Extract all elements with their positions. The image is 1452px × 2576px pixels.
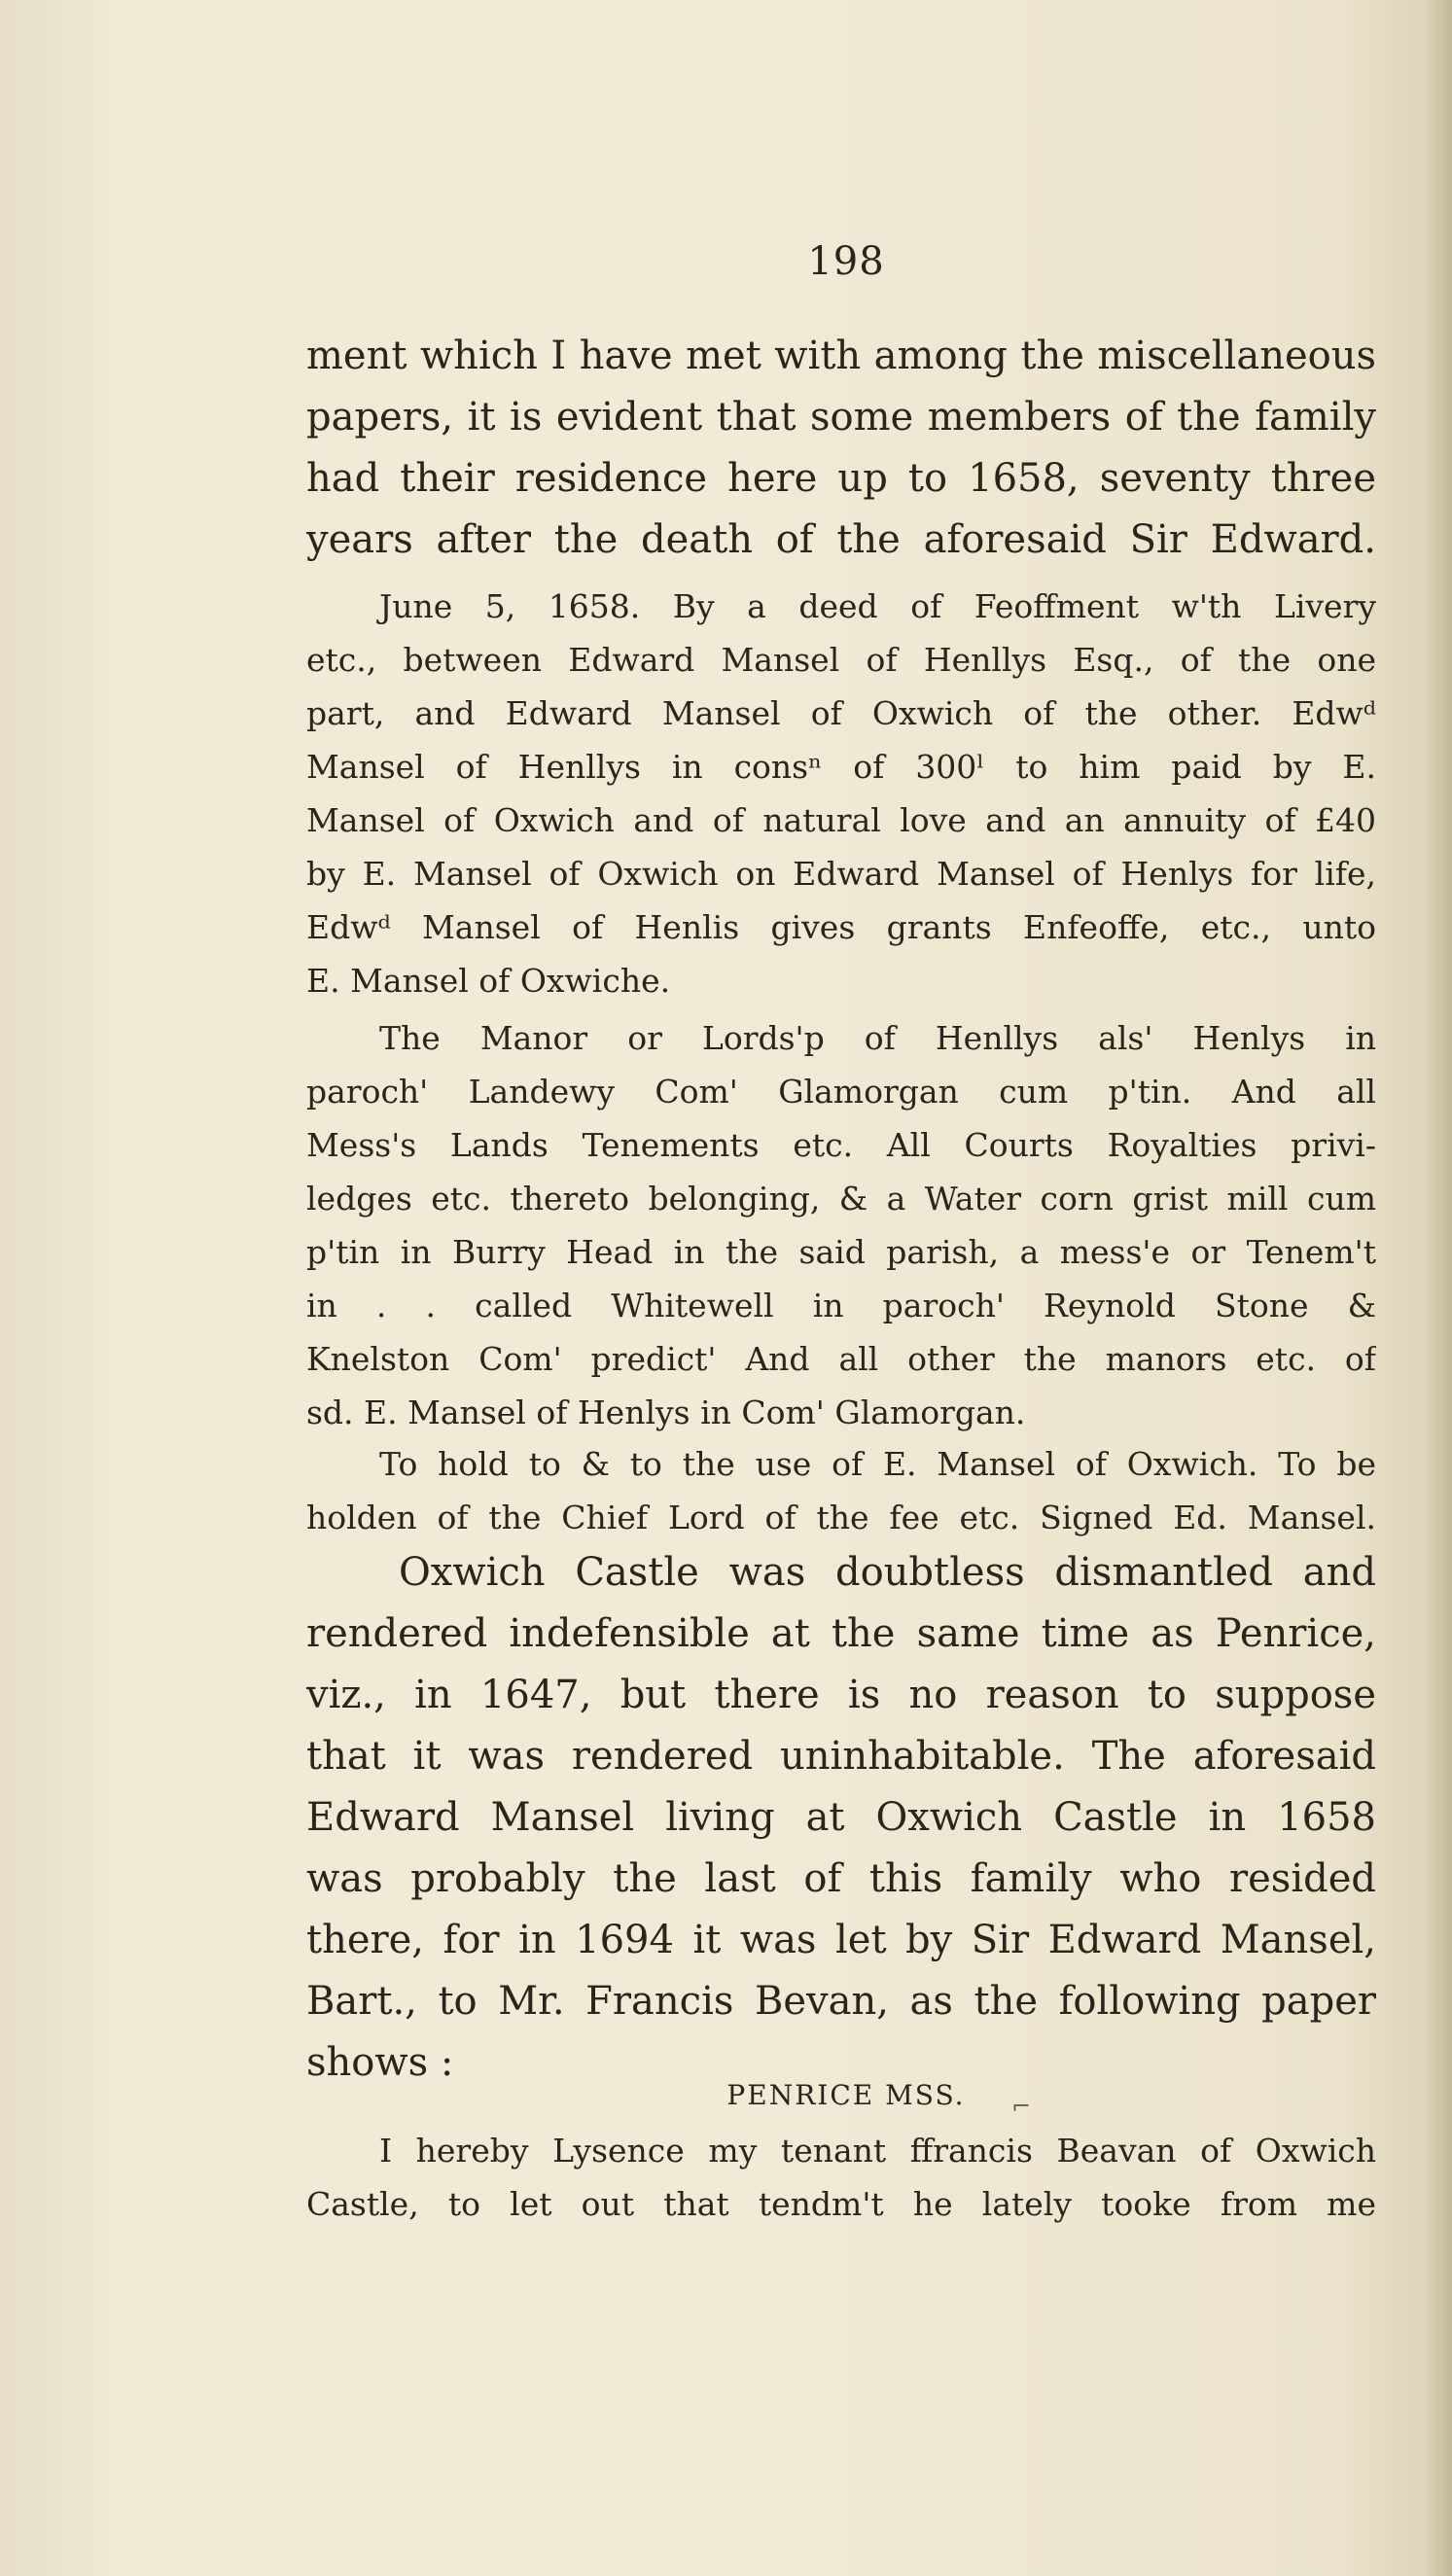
text-line: viz., in 1647, but there is no reason to suppose: [306, 1673, 1376, 1717]
deed-paragraph-3: [306, 1437, 1376, 1544]
text-line: sd. E. Mansel of Henlys in Com' Glamorgan.: [306, 1394, 1026, 1431]
text-line: had their residence here up to 1658, seventy three: [306, 456, 1376, 501]
text-line: Edward Mansel living at Oxwich Castle in 1658: [306, 1795, 1376, 1840]
paragraph-oxwich-castle: [306, 1542, 1376, 2094]
text-line: by E. Mansel of Oxwich on Edward Mansel of Henlys for life,: [306, 855, 1376, 893]
page-number: 198: [807, 239, 885, 284]
text-line: that it was rendered uninhabitable. The aforesaid: [306, 1734, 1376, 1779]
text-line: ledges etc. thereto belonging, & a Water corn grist mill cum: [306, 1180, 1376, 1217]
letter-paragraph: [306, 2124, 1376, 2231]
page-edge-shadow: [1425, 0, 1452, 2576]
text-line: I hereby Lysence my tenant ffrancis Beavan of Oxwich: [379, 2132, 1376, 2170]
text-line: was probably the last of this family who resided: [306, 1856, 1376, 1901]
text-line: Edwᵈ Mansel of Henlis gives grants Enfeoffe, etc., unto: [306, 908, 1376, 946]
text-line: To hold to & to the use of E. Mansel of Oxwich. To be: [379, 1445, 1376, 1483]
section-heading: PENRICE MSS.: [726, 2079, 966, 2111]
text-line: in . . called Whitewell in paroch' Reynold Stone &: [306, 1287, 1376, 1324]
text-line: The Manor or Lords'p of Henllys als' Henlys in: [379, 1019, 1376, 1057]
paragraph-intro: [306, 326, 1376, 571]
text-line: Oxwich Castle was doubtless dismantled and: [399, 1550, 1376, 1595]
deed-paragraph-1: [306, 580, 1376, 1007]
text-line: Bart., to Mr. Francis Bevan, as the following paper: [306, 1979, 1376, 2024]
text-line: rendered indefensible at the same time as Penrice,: [306, 1611, 1376, 1656]
pencil-mark: ⌐: [1011, 2093, 1032, 2120]
text-line: papers, it is evident that some members of the family: [306, 395, 1376, 440]
text-line: E. Mansel of Oxwiche.: [306, 962, 671, 1000]
text-line: June 5, 1658. By a deed of Feoffment w'th Livery: [379, 587, 1376, 625]
text-line: paroch' Landewy Com' Glamorgan cum p'tin. And all: [306, 1073, 1376, 1111]
text-line: Mansel of Henllys in consⁿ of 300ˡ to him paid by E.: [306, 748, 1376, 786]
text-line: Castle, to let out that tendm't he lately tooke from me: [306, 2185, 1376, 2223]
text-line: part, and Edward Mansel of Oxwich of the other. Edwᵈ: [306, 694, 1376, 732]
text-line: etc., between Edward Mansel of Henllys Esq., of the one: [306, 641, 1376, 679]
text-line: Mansel of Oxwich and of natural love and an annuity of £40: [306, 801, 1376, 839]
text-line: p'tin in Burry Head in the said parish, a mess'e or Tenem't: [306, 1233, 1376, 1271]
text-line: shows :: [306, 2040, 454, 2085]
text-line: holden of the Chief Lord of the fee etc. Signed Ed. Mansel.: [306, 1499, 1376, 1536]
text-line: there, for in 1694 it was let by Sir Edward Mansel,: [306, 1918, 1376, 1962]
text-line: years after the death of the aforesaid Sir Edward.: [306, 517, 1376, 562]
deed-paragraph-2: [306, 1011, 1376, 1439]
text-line: ment which I have met with among the miscellaneous: [306, 334, 1376, 378]
text-line: Knelston Com' predict' And all other the manors etc. of: [306, 1340, 1376, 1378]
text-line: Mess's Lands Tenements etc. All Courts Royalties privi-: [306, 1126, 1376, 1164]
